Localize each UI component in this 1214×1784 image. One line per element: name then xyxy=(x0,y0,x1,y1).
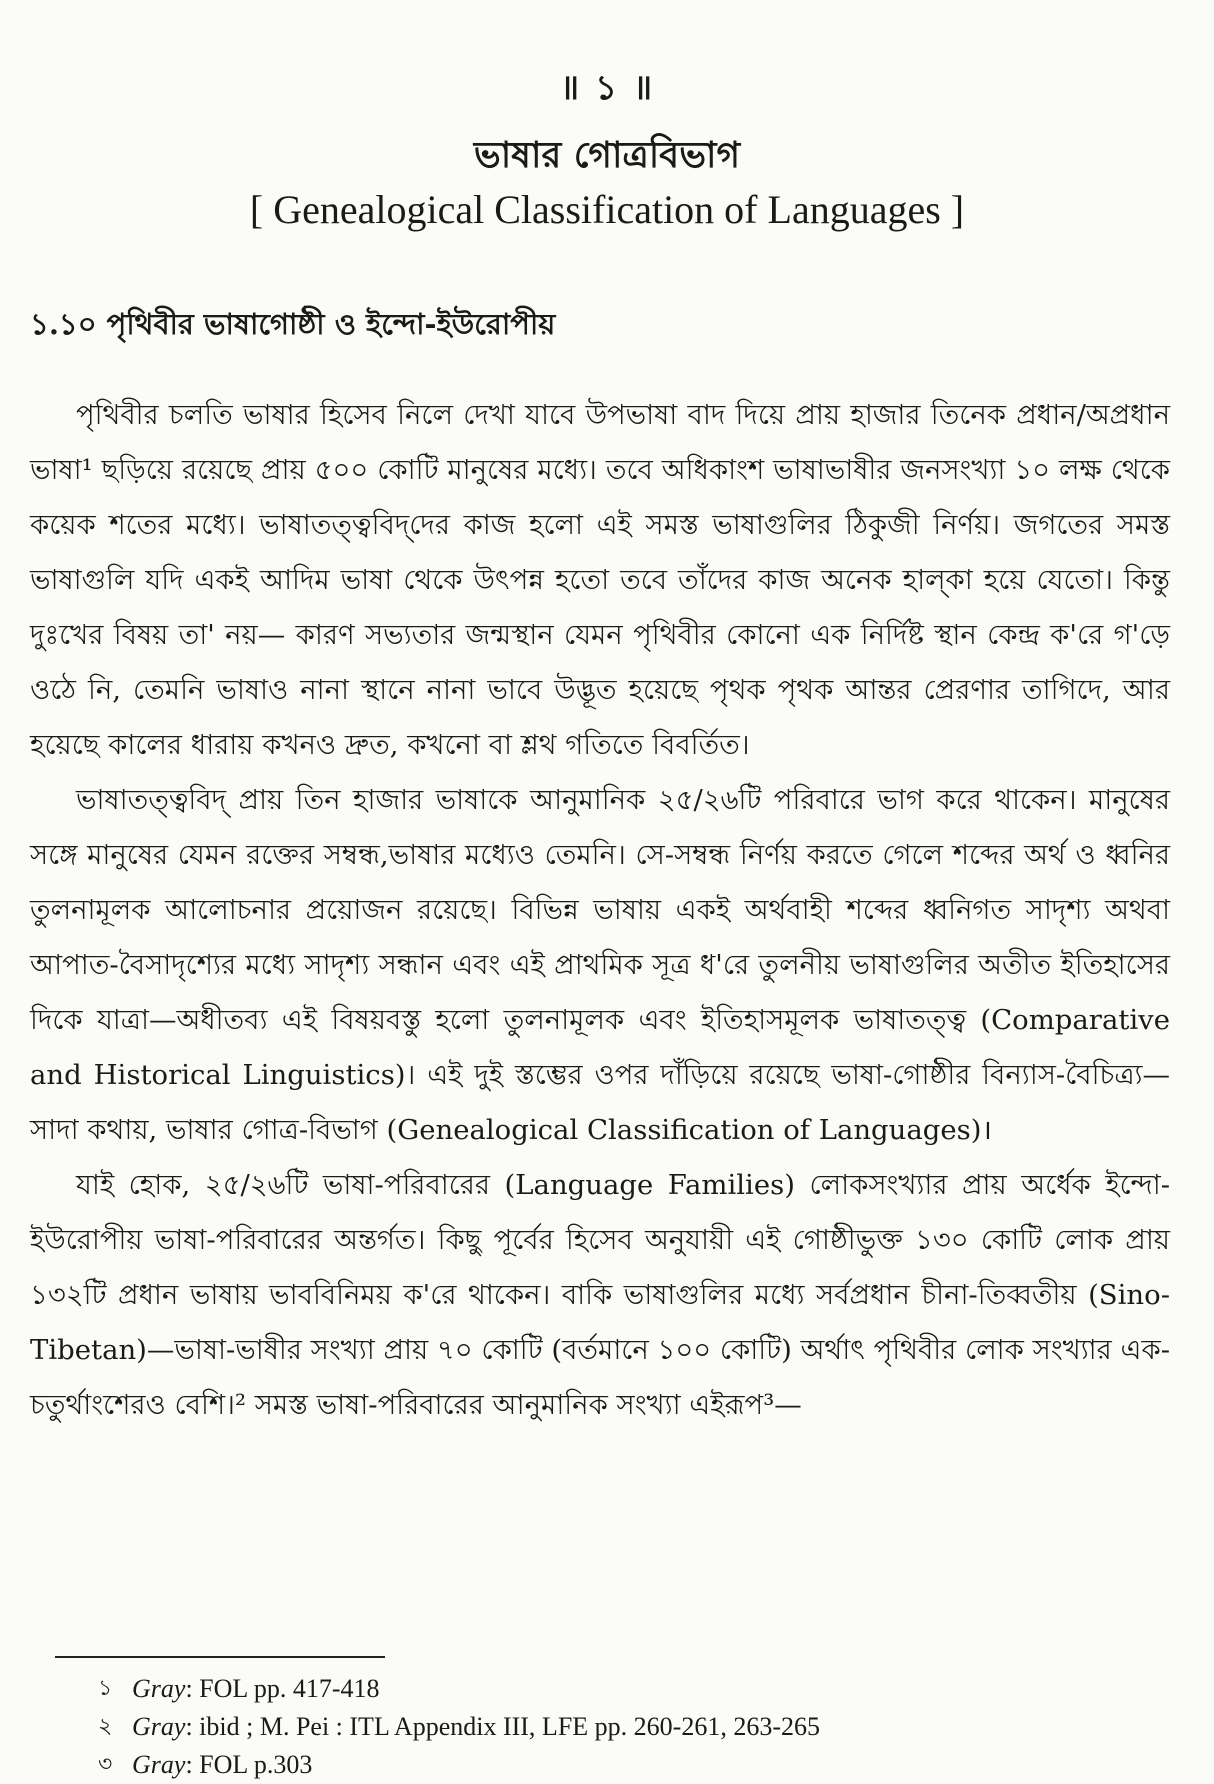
footnote-author: Gray xyxy=(132,1712,186,1741)
footnote-reference: : FOL p.303 xyxy=(185,1750,313,1779)
footnote xyxy=(98,1708,1148,1746)
paragraph: ভাষাতত্ত্ববিদ্‌ প্রায় তিন হাজার ভাষাকে আনুমানিক ২৫/২৬টি পরিবারে ভাগ করে থাকেন। মানুষের সঙ্গে মানুষের যেমন রক্তের সম্বন্ধ,ভাষার মধ্যেও তেমনি। সে-সম্বন্ধ নির্ণয় করতে গেলে শব্দের অর্থ ও ধ্বনির তুলনামূলক আলোচনার প্রয়োজন রয়েছে। বিভিন্ন ভাষায় একই অর্থবাহী শব্দের ধ্বনিগত সাদৃশ্য অথবা আপাত-বৈসাদৃশ্যের মধ্যে সাদৃশ্য সন্ধান এবং এই প্রাথমিক সূত্র ধ'রে তুলনীয় ভাষাগুলির অতীত ইতিহাসের দিকে যাত্রা—অধীতব্য এই বিষয়বস্তু হলো তুলনামূলক এবং ইতিহাসমূলক ভাষাতত্ত্ব (Comparative and Historical Linguistics)। এই দুই স্তম্ভের ওপর দাঁড়িয়ে রয়েছে ভাষা-গোষ্ঠীর বিন্যাস-বৈচিত্র্য—সাদা কথায়, ভাষার গোত্র-বিভাগ (Genealogical Classification of Languages)। xyxy=(30,784,1170,1146)
footnote-divider xyxy=(55,1656,385,1658)
chapter-title-english: [ Genealogical Classification of Languages ] xyxy=(249,187,965,232)
footnote-author: Gray xyxy=(132,1750,186,1779)
footnote-number: ১ xyxy=(98,1676,113,1701)
chapter-number: ॥ ১ ॥ xyxy=(559,68,655,108)
footnote xyxy=(98,1670,1148,1708)
footnote-reference: : ibid ; M. Pei : ITL Appendix III, LFE pp. 260-261, 263-265 xyxy=(185,1712,820,1741)
footnote-author: Gray xyxy=(132,1674,186,1703)
footnotes xyxy=(98,1670,1148,1784)
footnote-number: ৩ xyxy=(98,1752,113,1777)
footnote xyxy=(98,1746,1148,1784)
paragraph: পৃথিবীর চলতি ভাষার হিসেব নিলে দেখা যাবে উপভাষা বাদ দিয়ে প্রায় হাজার তিনেক প্রধান/অপ্রধান ভাষা¹ ছড়িয়ে রয়েছে প্রায় ৫০০ কোটি মানুষের মধ্যে। তবে অধিকাংশ ভাষাভাষীর জনসংখ্যা ১০ লক্ষ থেকে কয়েক শতের মধ্যে। ভাষাতত্ত্ববিদ্‌দের কাজ হলো এই সমস্ত ভাষাগুলির ঠিকুজী নির্ণয়। জগতের সমস্ত ভাষাগুলি যদি একই আদিম ভাষা থেকে উৎপন্ন হতো তবে তাঁদের কাজ অনেক হাল্‌কা হয়ে যেতো। কিন্তু দুঃখের বিষয় তা' নয়— কারণ সভ্যতার জন্মস্থান যেমন পৃথিবীর কোনো এক নির্দিষ্ট স্থান কেন্দ্র ক'রে গ'ড়ে ওঠে নি, তেমনি ভাষাও নানা স্থানে নানা ভাবে উদ্ভূত হয়েছে পৃথক পৃথক আন্তর প্রেরণার তাগিদে, আর হয়েছে কালের ধারায় কখনও দ্রুত, কখনো বা শ্লথ গতিতে বিবর্তিত। xyxy=(30,399,1170,761)
body-text xyxy=(30,388,1170,1433)
chapter-title-bengali: ভাষার গোত্রবিভাগ xyxy=(473,134,741,176)
paragraph: যাই হোক, ২৫/২৬টি ভাষা-পরিবারের (Language Families) লোকসংখ্যার প্রায় অর্ধেক ইন্দো-ইউরোপীয় ভাষা-পরিবারের অন্তর্গত। কিছু পূর্বের হিসেব অনুযায়ী এই গোষ্ঠীভুক্ত ১৩০ কোটি লোক প্রায় ১৩২টি প্রধান ভাষায় ভাববিনিময় ক'রে থাকেন। বাকি ভাষাগুলির মধ্যে সর্বপ্রধান চীনা-তিব্বতীয় (Sino-Tibetan)—ভাষা-ভাষীর সংখ্যা প্রায় ৭০ কোটি (বর্তমানে ১০০ কোটি) অর্থাৎ পৃথিবীর লোক সংখ্যার এক-চতুর্থাংশেরও বেশি।² সমস্ত ভাষা-পরিবারের আনুমানিক সংখ্যা এইরূপ³— xyxy=(30,1169,1170,1421)
footnote-number: ২ xyxy=(98,1714,113,1739)
footnote-reference: : FOL pp. 417-418 xyxy=(185,1674,380,1703)
section-heading: ১.১০ পৃথিবীর ভাষাগোষ্ঠী ও ইন্দো-ইউরোপীয় xyxy=(30,307,556,341)
